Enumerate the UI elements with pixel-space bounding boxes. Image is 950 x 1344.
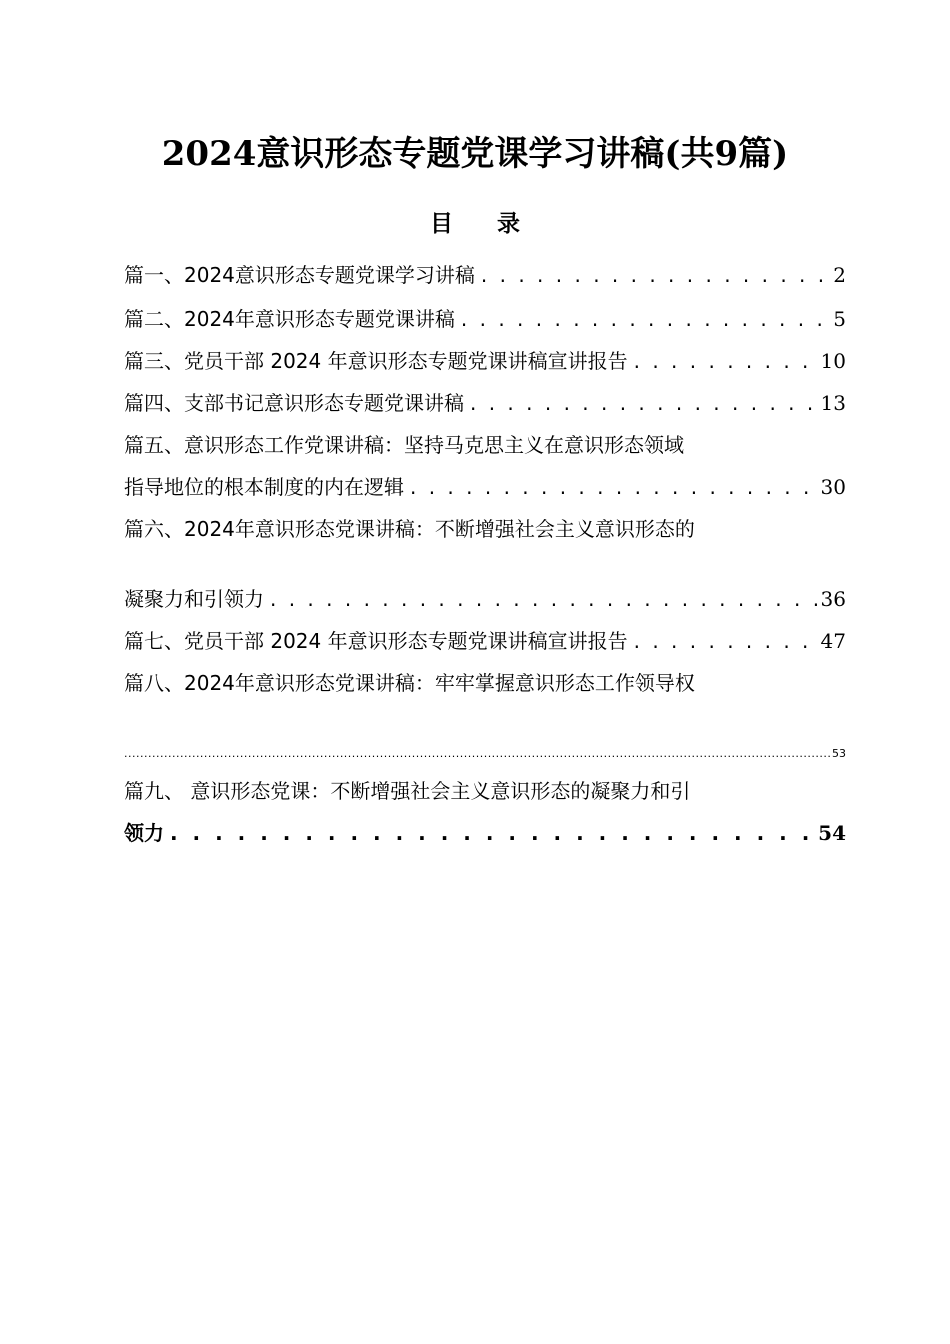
- toc-entry-9-line1[interactable]: [124, 776, 846, 806]
- toc-entry-text: 篇一、2024意识形态专题党课学习讲稿: [124, 263, 475, 287]
- toc-leader-dots: [455, 304, 833, 334]
- toc-leader-dots: [124, 744, 832, 764]
- toc-entry-5-line1[interactable]: [124, 430, 846, 460]
- toc-leader-dots: [628, 626, 821, 656]
- toc-leader-dots: [404, 472, 821, 502]
- toc-page-number: 10: [820, 349, 846, 373]
- toc-entry-text: 指导地位的根本制度的内在逻辑: [124, 475, 404, 499]
- toc-leader-dots: [164, 818, 818, 848]
- toc-entry-3[interactable]: [124, 346, 846, 376]
- toc-page-number: 47: [820, 629, 846, 653]
- toc-entry-5-line2[interactable]: [124, 472, 846, 502]
- toc-page-number: 5: [833, 307, 846, 331]
- toc-leader-dots: [464, 388, 821, 418]
- toc-entry-text: 篇四、支部书记意识形态专题党课讲稿: [124, 391, 464, 415]
- toc-entry-text: 篇二、2024年意识形态专题党课讲稿: [124, 307, 455, 331]
- toc-entry-1[interactable]: [124, 260, 846, 290]
- toc-entry-text: 篇五、意识形态工作党课讲稿：坚持马克思主义在意识形态领域: [124, 433, 684, 457]
- toc-entry-text: 领力: [124, 821, 164, 845]
- toc-page-number: 30: [820, 475, 846, 499]
- toc-entry-text: 篇九、 意识形态党课：不断增强社会主义意识形态的凝聚力和引: [124, 779, 691, 803]
- toc-entry-2[interactable]: [124, 304, 846, 334]
- toc-leader-dots: [475, 260, 833, 290]
- toc-entry-9-line2[interactable]: [124, 818, 846, 848]
- toc-entry-text: 篇三、党员干部 2024 年意识形态专题党课讲稿宣讲报告: [124, 349, 628, 373]
- toc-entry-7[interactable]: [124, 626, 846, 656]
- toc-entry-text: 篇七、党员干部 2024 年意识形态专题党课讲稿宣讲报告: [124, 629, 628, 653]
- toc-entry-8-line1[interactable]: 篇八、2024年意识形态党课讲稿：牢牢掌握意识形态工作领导权: [124, 671, 695, 695]
- toc-page-number: 36: [820, 587, 846, 611]
- toc-heading: 目 录: [429, 211, 538, 237]
- toc-entry-4[interactable]: [124, 388, 846, 418]
- document-title: 2024意识形态专题党课学习讲稿(共9篇): [161, 134, 789, 174]
- toc-leader-dots: [264, 584, 821, 614]
- toc-page-number: 54: [818, 821, 846, 845]
- toc-page-number: 13: [820, 391, 846, 415]
- toc-entry-6-line2[interactable]: [124, 584, 846, 614]
- toc-entry-8-leader[interactable]: [124, 744, 846, 764]
- toc-page-number: 2: [833, 263, 846, 287]
- toc-entry-6-line1[interactable]: 篇六、2024年意识形态党课讲稿：不断增强社会主义意识形态的: [124, 517, 695, 541]
- toc-entry-text: 凝聚力和引领力: [124, 587, 264, 611]
- toc-page-number: 53: [832, 747, 846, 760]
- toc-leader-dots: [628, 346, 821, 376]
